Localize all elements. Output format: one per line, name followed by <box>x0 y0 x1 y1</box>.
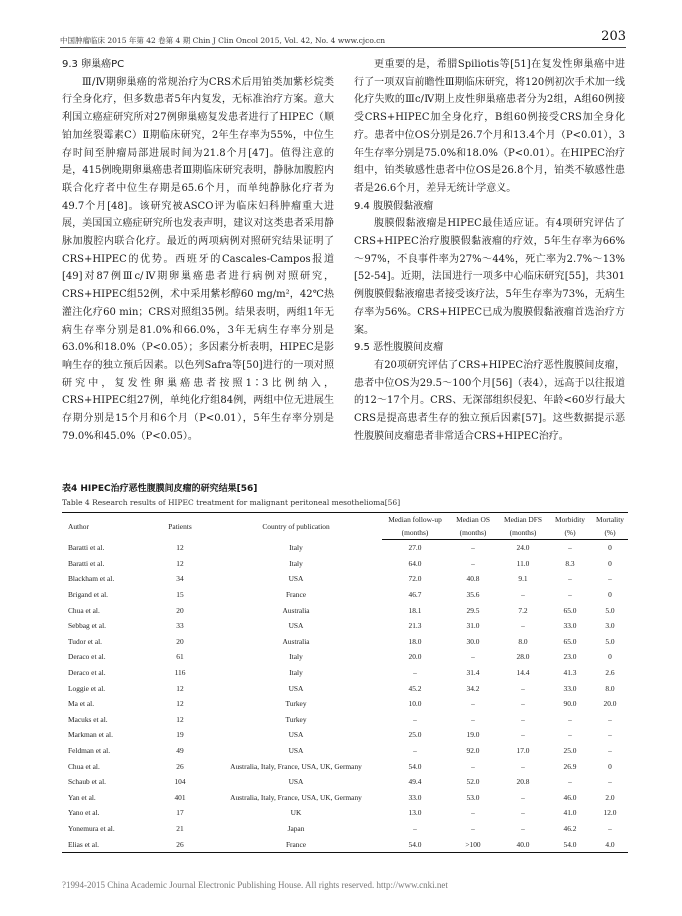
table-cell: 12 <box>176 714 184 724</box>
table-row <box>62 790 628 806</box>
table-cell: 46.7 <box>408 590 422 600</box>
table-header-unit: (%) <box>592 526 628 540</box>
table-header-unit: (months) <box>498 526 548 540</box>
table-cell: 21 <box>176 823 184 833</box>
running-header <box>60 31 626 47</box>
table-row <box>62 556 628 572</box>
table-cell: 31.4 <box>466 668 480 678</box>
table-row <box>62 634 628 650</box>
ovarian-paragraph: Ⅲ/Ⅳ期卵巢癌的常规治疗为CRS术后用铂类加紫杉烷类行全身化疗，但多数患者5年内复发，无标准治疗方案。意大利国立癌症研究所对27例卵巢癌复发患者进行了HIPEC（顺铂加丝裂霉素C）Ⅱ期临床研究，2年生存率为55%，中位生存时间至肿瘤局部进展时间为21.8个月[47]。值得注意的是，415例晚期卵巢癌患者Ⅲ期临床研究表明，静脉加腹腔内联合化疗者中位生存期是65.6个月，而单纯静脉化疗者为49.7个月[48]。该研究被ASCO评为临床妇科肿瘤重大进展，美国国立癌症研究所也发表声明，建议对这类患者采用静脉加腹腔内联合化疗。最近的两项病例对照研究结果证明了CRS+HIPEC的优势。西班牙的Cascales-Campos报道[49]对87例Ⅲc/Ⅳ期卵巢癌患者进行病例对照研究，CRS+HIPEC组52例，术中采用紫杉醇60 mg/m²，42℃热灌注化疗60 min；CRS对照组35例。结果表明，两组1年无病生存率分别是81.0%和66.0%，3年无病生存率分别是63.0%和18.0%（P<0.05）；多因素分析表明，HIPEC是影响生存的独立预后因素。以色列Safra等[50]进行的一项对照研究中，复发性卵巢癌患者按照1∶3比例纳入，CRS+HIPEC组27例，单纯化疗组84例，两组中位无进展生存期分别是15个月和6个月（P<0.01），5年生存率分别是79.0%和45.0%（P<0.05）。 <box>62 76 334 442</box>
table-cell: 116 <box>174 668 186 678</box>
table-row <box>62 743 628 759</box>
table-cell: – <box>471 699 475 709</box>
table-cell: 64.0 <box>408 558 422 568</box>
table-cell: Italy <box>289 558 303 568</box>
table-cell: Baratti et al. <box>68 543 105 553</box>
table-cell: 65.0 <box>563 605 577 615</box>
table-cell: France <box>285 590 307 600</box>
table-cell: 40.0 <box>498 836 548 852</box>
table-cell: 20.0 <box>408 652 422 662</box>
table-cell: Ma et al. <box>68 699 95 709</box>
section-heading-mesothelioma: 9.5 恶性腹膜间皮瘤 <box>354 342 444 354</box>
table-cell: – <box>471 761 475 771</box>
table-cell: 41.0 <box>563 808 577 818</box>
table-cell: 0 <box>608 590 612 600</box>
table-cell: 5.0 <box>605 605 615 615</box>
copyright-footer: ?1994-2015 China Academic Journal Electronic Publishing House. All rights reserved. http://www.cnki.net <box>62 880 448 890</box>
table-cell: – <box>521 808 525 818</box>
table-cell: – <box>568 777 572 787</box>
table-caption <box>62 483 628 509</box>
table-row <box>62 680 628 696</box>
table-cell: 8.0 <box>605 683 615 693</box>
table-cell: 8.3 <box>565 558 575 568</box>
table-row <box>62 821 628 837</box>
table-cell: USA <box>288 777 304 787</box>
table-cell: – <box>568 714 572 724</box>
table-cell: 5.0 <box>605 636 615 646</box>
table-cell: USA <box>288 746 304 756</box>
table-cell: Yan et al. <box>68 792 96 802</box>
table-cell: 40.8 <box>466 574 480 584</box>
table-cell: Japan <box>287 823 305 833</box>
table-header-unit: (months) <box>382 526 448 540</box>
table-cell: 4.0 <box>592 836 628 852</box>
table-cell: – <box>608 777 612 787</box>
table-cell: 33 <box>176 621 184 631</box>
table-caption-cn: 表4 HIPEC治疗恶性腹膜间皮瘤的研究结果[56] <box>62 484 258 494</box>
table-row <box>62 540 628 556</box>
table-cell: – <box>471 714 475 724</box>
table-cell: Australia, Italy, France, USA, UK, Germany <box>230 792 362 802</box>
table-header-cell: Morbidity <box>548 513 592 527</box>
table-cell: Australia <box>282 605 310 615</box>
table-cell: Loggie et al. <box>68 683 106 693</box>
table-cell: Schaub et al. <box>68 777 106 787</box>
table-cell: Sebbag et al. <box>68 621 106 631</box>
table-cell: 12 <box>176 683 184 693</box>
table-cell: 0 <box>608 652 612 662</box>
table-cell: – <box>521 823 525 833</box>
table-cell: 18.1 <box>408 605 422 615</box>
table-cell: 53.0 <box>466 792 480 802</box>
table-cell: 26 <box>176 761 184 771</box>
table-row <box>62 712 628 728</box>
table-cell: – <box>521 621 525 631</box>
table-cell: – <box>568 543 572 553</box>
table-cell: 8.0 <box>518 636 528 646</box>
table-cell: Tudor et al. <box>68 636 103 646</box>
table-cell: – <box>608 714 612 724</box>
table-cell: 21.3 <box>408 621 422 631</box>
table-cell: Turkey <box>285 714 307 724</box>
section-heading-ovarian: 9.3 卵巢癌PC <box>62 59 125 70</box>
table-cell: 14.4 <box>516 668 530 678</box>
table-cell: 46.2 <box>563 823 577 833</box>
table-header-cell: Median OS <box>448 513 498 527</box>
page-number: 203 <box>601 29 626 44</box>
table-row <box>62 571 628 587</box>
table-cell: 54.0 <box>548 836 592 852</box>
header-rule <box>60 47 626 48</box>
table-cell: 26 <box>150 836 210 852</box>
table-cell: 31.0 <box>466 621 480 631</box>
table-row <box>62 805 628 821</box>
table-cell: – <box>413 746 417 756</box>
table-cell: – <box>471 543 475 553</box>
table-cell: Feldman et al. <box>68 746 111 756</box>
table-header-cell: Author <box>62 513 150 540</box>
table-cell: 17.0 <box>516 746 530 756</box>
table-cell: – <box>471 652 475 662</box>
table-cell: 34.2 <box>466 683 480 693</box>
table-cell: 12 <box>176 558 184 568</box>
table-cell: 15 <box>176 590 184 600</box>
table-cell: – <box>471 558 475 568</box>
table-cell: 49 <box>176 746 184 756</box>
table-row <box>62 665 628 681</box>
table-cell: 17 <box>176 808 184 818</box>
table-cell: – <box>471 823 475 833</box>
table-cell: – <box>471 808 475 818</box>
table-cell: Elias et al. <box>62 836 150 852</box>
table-cell: 29.5 <box>466 605 480 615</box>
spiliotis-paragraph: 更重要的是，希腊Spiliotis等[51]在复发性卵巢癌中进行了一项双盲前瞻性Ⅲ期临床研究，将120例初次手术加一线化疗失败的Ⅲc/Ⅳ期上皮性卵巢癌患者分为2组，A组60例接受CRS+HIPEC加全身化疗，B组60例接受CRS加全身化疗。患者中位OS分别是26.7个月和13.4个月（P<0.01），3年生存率分别是75.0%和18.0%（P<0.01）。在HIPEC治疗组中，铂类敏感性患者中位OS是26.8个月，铂类不敏感性患者是26.6个月，差异无统计学意义。 <box>354 59 625 194</box>
table-cell: Chua et al. <box>68 605 100 615</box>
table-cell: 13.0 <box>408 808 422 818</box>
table-cell: – <box>608 746 612 756</box>
table-cell: 20.8 <box>516 777 530 787</box>
table-cell: 9.1 <box>518 574 528 584</box>
table-cell: 41.3 <box>563 668 577 678</box>
table-header-unit: (months) <box>448 526 498 540</box>
table-cell: 24.0 <box>516 543 530 553</box>
results-table <box>62 512 628 853</box>
table-row <box>62 696 628 712</box>
table-cell: 2.0 <box>605 792 615 802</box>
table-cell: 104 <box>174 777 186 787</box>
table-cell: 18.0 <box>408 636 422 646</box>
table-cell: 52.0 <box>466 777 480 787</box>
table-row <box>62 649 628 665</box>
table-cell: USA <box>288 683 304 693</box>
table-cell: Australia, Italy, France, USA, UK, Germany <box>230 761 362 771</box>
table-cell: – <box>568 730 572 740</box>
table-cell: – <box>521 683 525 693</box>
table-cell: 27.0 <box>408 543 422 553</box>
table-cell: 54.0 <box>408 761 422 771</box>
table-cell: 33.0 <box>563 683 577 693</box>
table-cell: – <box>521 792 525 802</box>
table-cell: 10.0 <box>408 699 422 709</box>
table-cell: USA <box>288 574 304 584</box>
left-column <box>62 56 334 445</box>
table-cell: 12 <box>176 543 184 553</box>
table-cell: 25.0 <box>563 746 577 756</box>
table-cell: 72.0 <box>408 574 422 584</box>
table-cell: 33.0 <box>408 792 422 802</box>
section-heading-pmp: 9.4 腹膜假黏液瘤 <box>354 200 434 212</box>
table-body <box>62 540 628 853</box>
table-cell: Blackham et al. <box>68 574 115 584</box>
table-cell: USA <box>288 730 304 740</box>
table-cell: Deraco et al. <box>68 652 106 662</box>
table-cell: – <box>413 823 417 833</box>
table-header-cell: Mortality <box>592 513 628 527</box>
table-cell: Markman et al. <box>68 730 113 740</box>
right-column <box>354 56 625 445</box>
table-cell: France <box>210 836 382 852</box>
table-cell: Yonemura et al. <box>68 823 115 833</box>
table-header-cell: Patients <box>150 513 210 540</box>
table-caption-en: Table 4 Research results of HIPEC treatment for malignant peritoneal mesothelioma[56] <box>62 498 401 507</box>
mesothelioma-paragraph: 有20项研究评估了CRS+HIPEC治疗恶性腹膜间皮瘤，患者中位OS为29.5～100个月[56]（表4），远高于以往报道的12～17个月。CRS、无深部组织侵犯、年龄<60岁行最大CRS是提高患者生存的独立预后因素[57]。这些数据提示恶性腹膜间皮瘤患者非常适合CRS+HIPEC治疗。 <box>354 359 625 442</box>
table-cell: 65.0 <box>563 636 577 646</box>
table-cell: 0 <box>608 761 612 771</box>
table-cell: 23.0 <box>563 652 577 662</box>
table-cell: Baratti et al. <box>68 558 105 568</box>
table-cell: 26.9 <box>563 761 577 771</box>
table-row <box>62 602 628 618</box>
table-cell: 3.0 <box>605 621 615 631</box>
table-cell: – <box>568 590 572 600</box>
table-cell: 12 <box>176 699 184 709</box>
table-cell: >100 <box>448 836 498 852</box>
table-cell: Italy <box>289 668 303 678</box>
table-cell: 35.6 <box>466 590 480 600</box>
table-cell: 0 <box>608 543 612 553</box>
pmp-paragraph: 腹膜假黏液瘤是HIPEC最佳适应证。有4项研究评估了CRS+HIPEC治疗腹膜假黏液瘤的疗效，5年生存率为66%～97%，不良事件率为27%～44%，死亡率为2.7%～13%[52-54]。近期，法国进行一项多中心临床研究[55]，共301例腹膜假黏液瘤患者接受该疗法，5年生存率为73%，无病生存率为56%。CRS+HIPEC已成为腹膜假黏液瘤首选治疗方案。 <box>354 218 625 336</box>
table-cell: 11.0 <box>516 558 530 568</box>
table-cell: 49.4 <box>408 777 422 787</box>
table-cell: USA <box>288 621 304 631</box>
table-cell: 34 <box>176 574 184 584</box>
table-cell: – <box>521 699 525 709</box>
table-cell: 46.0 <box>563 792 577 802</box>
table-cell: 30.0 <box>466 636 480 646</box>
table-header-cell: Median follow-up <box>382 513 448 527</box>
table-cell: – <box>608 823 612 833</box>
table-header-row <box>62 513 628 527</box>
table-cell: 7.2 <box>518 605 528 615</box>
table-cell: UK <box>290 808 302 818</box>
table-row <box>62 836 628 852</box>
table-cell: – <box>521 714 525 724</box>
table-header-unit: (%) <box>548 526 592 540</box>
table-header-cell: Country of publication <box>210 513 382 540</box>
journal-info: 中国肿瘤临床 2015 年第 42 卷第 4 期 Chin J Clin Oncol 2015, Vol. 42, No. 4 www.cjco.cn <box>60 36 386 45</box>
table-header-cell: Median DFS <box>498 513 548 527</box>
table-cell: Italy <box>289 652 303 662</box>
table-cell: Yano et al. <box>68 808 100 818</box>
table-cell: Deraco et al. <box>68 668 106 678</box>
table-cell: 20 <box>176 605 184 615</box>
table-row <box>62 618 628 634</box>
table-cell: Brigand et al. <box>68 590 109 600</box>
table-cell: Turkey <box>285 699 307 709</box>
table-row <box>62 774 628 790</box>
table-cell: 45.2 <box>408 683 422 693</box>
table-cell: 20 <box>176 636 184 646</box>
table-cell: 33.0 <box>563 621 577 631</box>
table-cell: 54.0 <box>382 836 448 852</box>
table-cell: 61 <box>176 652 184 662</box>
table-cell: 92.0 <box>466 746 480 756</box>
table-cell: – <box>608 574 612 584</box>
table-cell: – <box>413 714 417 724</box>
table-cell: 19.0 <box>466 730 480 740</box>
table-cell: 0 <box>608 558 612 568</box>
table-cell: Italy <box>289 543 303 553</box>
table-row <box>62 727 628 743</box>
table-cell: 401 <box>174 792 186 802</box>
table-cell: – <box>608 730 612 740</box>
table-cell: Chua et al. <box>68 761 100 771</box>
table-cell: 28.0 <box>516 652 530 662</box>
table-row <box>62 758 628 774</box>
table-row <box>62 587 628 603</box>
table-cell: Macuks et al. <box>68 714 108 724</box>
table-cell: 90.0 <box>563 699 577 709</box>
table-cell: 2.6 <box>605 668 615 678</box>
table-cell: 19 <box>176 730 184 740</box>
table-cell: – <box>521 590 525 600</box>
table-cell: – <box>413 668 417 678</box>
table-cell: – <box>568 574 572 584</box>
table-cell: – <box>521 761 525 771</box>
table-cell: – <box>521 730 525 740</box>
table-cell: Australia <box>282 636 310 646</box>
table-cell: 20.0 <box>603 699 617 709</box>
table-cell: 25.0 <box>408 730 422 740</box>
table-cell: 12.0 <box>603 808 617 818</box>
